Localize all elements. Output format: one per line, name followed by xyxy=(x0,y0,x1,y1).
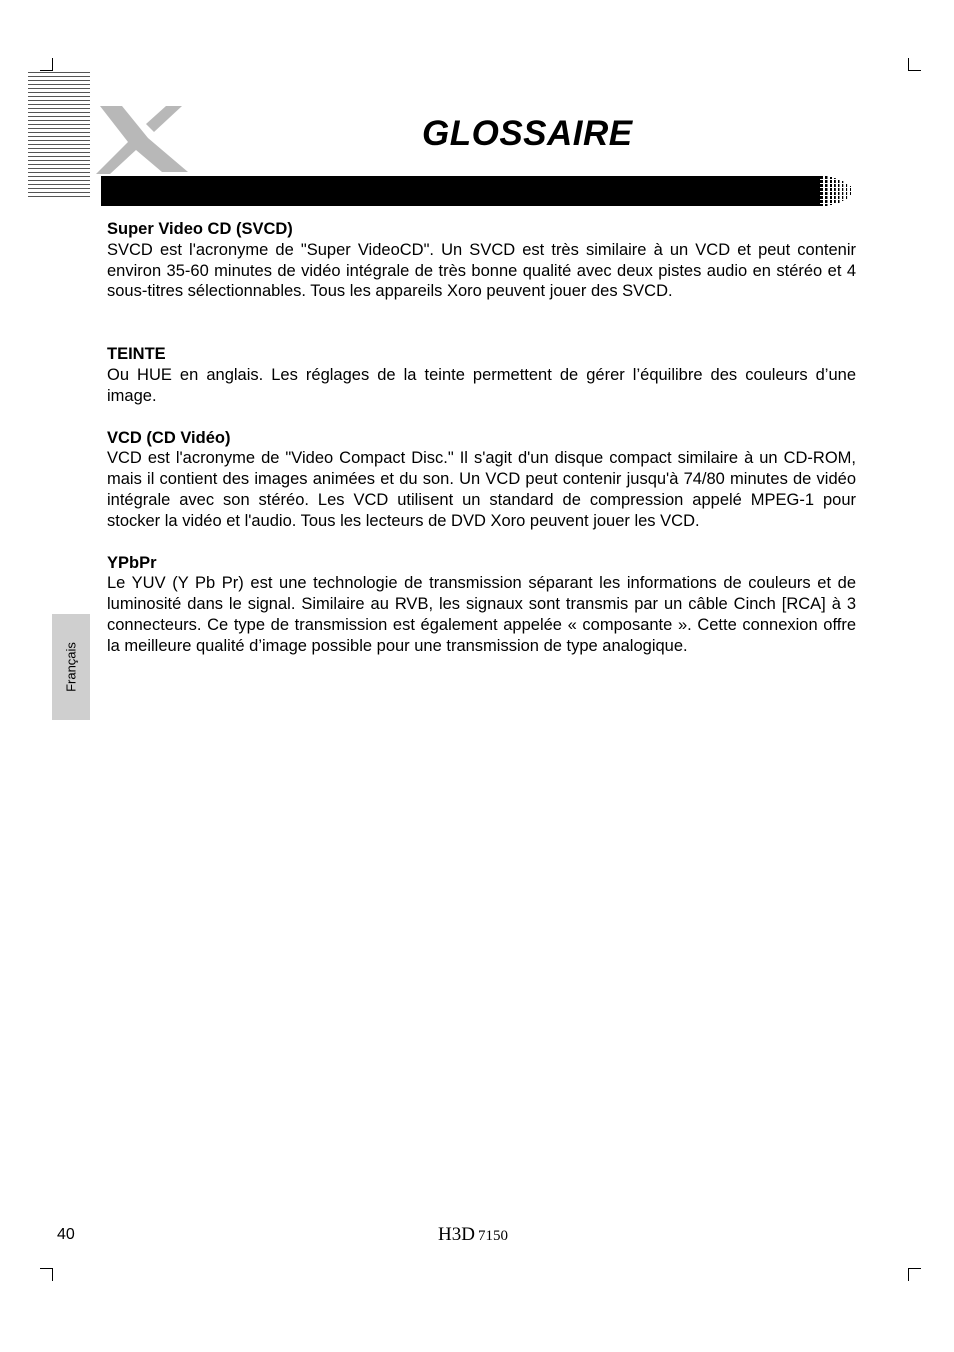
glossary-definition: SVCD est l'acronyme de "Super VideoCD". Un SVCD est très similaire à un VCD et peut contenir environ 35-60 minutes de vidéo intégrale de très bonne qualité avec deux pistes audio en stéréo et 4 sous-titres sélectionnables. Tous les appareils Xoro peuvent jouer des SVCD. xyxy=(107,240,856,301)
xoro-x-logo-icon xyxy=(96,104,196,176)
glossary-content xyxy=(107,219,856,657)
crop-mark-bottom-right xyxy=(908,1268,921,1281)
glossary-term: TEINTE xyxy=(107,345,166,364)
dot-fade-ornament xyxy=(820,176,856,206)
glossary-term: Super Video CD (SVCD) xyxy=(107,220,293,238)
glossary-definition: VCD est l'acronyme de "Video Compact Disc." Il s'agit d'un disque compact similaire à un CD-ROM, mais il contient des images animées et du son. Un VCD peut contenir jusqu'à 74/80 minutes de vidéo intégrale avec son stéréo. Les VCD utilisent un standard de compression appelé MPEG-1 pour stocker la vidéo et l'audio. Tous les lecteurs de DVD Xoro peuvent jouer les VCD. xyxy=(107,449,856,530)
language-label: Français xyxy=(63,642,79,692)
model-number: 7150 xyxy=(477,1228,508,1244)
crop-mark-top-right xyxy=(908,58,921,71)
page-title: GLOSSAIRE xyxy=(422,114,633,153)
title-bar xyxy=(101,176,823,206)
page-number: 40 xyxy=(57,1226,75,1243)
language-tab xyxy=(52,614,90,720)
header-stripes xyxy=(28,72,90,200)
glossary-entry-vcd xyxy=(107,428,856,532)
glossary-term: YPbPr xyxy=(107,553,157,572)
glossary-definition: Le YUV (Y Pb Pr) est une technologie de transmission séparant les informations de couleurs et de luminosité dans le signal. Similaire au RVB, les signaux sont transmis par un câble Cinch [RCA] à 3 connecteurs. Ce type de transmission est également appelée « composante ». Cette connexion offre la meilleure qualité d’image possible pour une transmission de type analogique. xyxy=(107,574,856,655)
crop-mark-top-left xyxy=(40,58,53,71)
glossary-term: VCD (CD Vidéo) xyxy=(107,428,231,447)
model-letters: H3D xyxy=(438,1224,475,1245)
glossary-entry-teinte xyxy=(107,344,856,406)
model-name xyxy=(438,1224,508,1246)
crop-mark-bottom-left xyxy=(40,1268,53,1281)
glossary-definition: Ou HUE en anglais. Les réglages de la teinte permettent de gérer l’équilibre des couleurs d’une image. xyxy=(107,365,856,405)
glossary-entry-ypbpr xyxy=(107,553,856,657)
glossary-entry-svcd xyxy=(107,219,856,302)
